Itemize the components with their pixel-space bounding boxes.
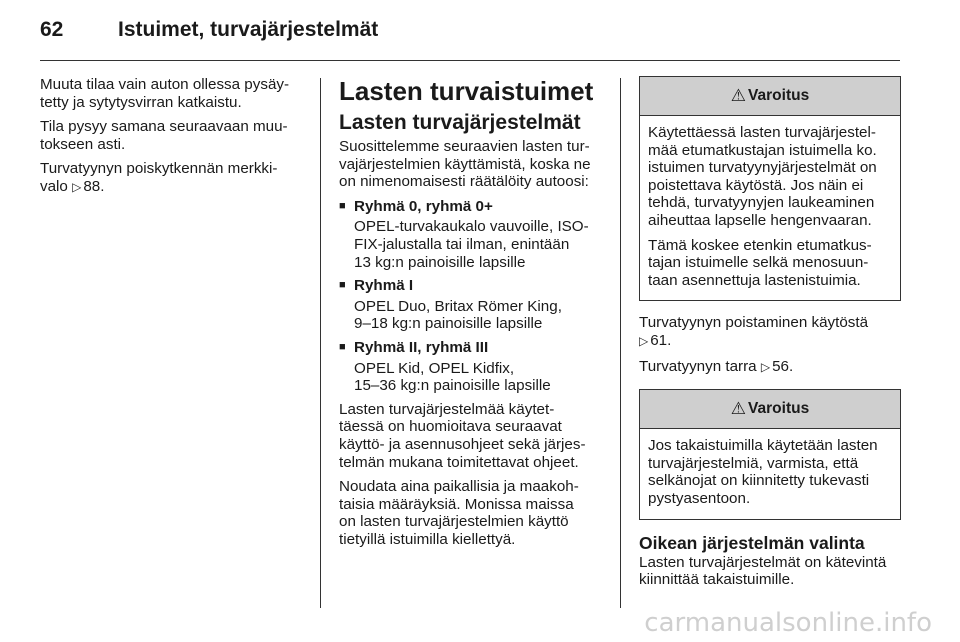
page-ref-88[interactable]: 88. bbox=[83, 177, 105, 195]
system-selection-heading: Oikean järjestelmän valinta bbox=[639, 532, 865, 553]
warning-text: Käytettäessä lasten turvajärjestel- mää etumatkustajan istuimella ko. istuimen turvatyynyjärjestelmät on poistettava käytöstä. Jos näin ei tehdä, turvatyynyjen laukeaminen aiheuttaa lapselle hengenvaaran. bbox=[648, 124, 877, 229]
header-divider bbox=[40, 60, 900, 61]
warning-triangle-icon: ⚠ bbox=[730, 399, 747, 419]
list-item bbox=[339, 277, 607, 333]
airbag-label-ref: Turvatyynyn tarra ▷ 56. bbox=[639, 357, 794, 375]
list-item bbox=[339, 339, 607, 395]
page-header bbox=[40, 18, 900, 48]
warning-title: Varoitus bbox=[748, 400, 810, 418]
group-title: Ryhmä I bbox=[354, 277, 414, 295]
column-3 bbox=[639, 76, 901, 596]
warning-header bbox=[640, 77, 900, 116]
warning-text: Tämä koskee etenkin etumatkus- tajan istuimelle selkä menosuun- taan asennettuja lastenistuimia. bbox=[648, 236, 872, 289]
page-ref-61[interactable]: 61. bbox=[650, 331, 672, 349]
warning-box bbox=[639, 76, 901, 301]
warning-body bbox=[640, 116, 900, 300]
list-item bbox=[339, 198, 607, 271]
chapter-title: Istuimet, turvajärjestelmät bbox=[118, 18, 379, 41]
group-desc: OPEL-turvakaukalo vauvoille, ISO- FIX-jalustalla tai ilman, enintään 13 kg:n painoisille lapsille bbox=[354, 218, 589, 271]
paragraph-mode-persist: Tila pysyy samana seuraavaan muu- tokseen asti. bbox=[40, 118, 288, 153]
group-desc: OPEL Kid, OPEL Kidfix, 15–36 kg:n painoisille lapsille bbox=[354, 359, 551, 395]
column-2 bbox=[339, 76, 607, 555]
intro-paragraph: Suosittelemme seuraavien lasten tur- vajärjestelmien käyttämistä, koska ne on nimenomaisesti räätälöity autoosi: bbox=[339, 138, 591, 191]
section-heading: Lasten turvaistuimet bbox=[339, 76, 594, 106]
warning-triangle-icon: ⚠ bbox=[730, 86, 747, 106]
warning-title: Varoitus bbox=[748, 87, 810, 105]
group-title: Ryhmä 0, ryhmä 0+ bbox=[354, 197, 493, 215]
bullet-icon: ■ bbox=[339, 199, 346, 212]
bullet-icon: ■ bbox=[339, 279, 346, 292]
group-list bbox=[339, 198, 607, 395]
regulations-paragraph: Noudata aina paikallisia ja maakoh- taisia määräyksiä. Monissa maissa on lasten turvajärjestelmien käyttö tietyillä istuimilla kiellettyä. bbox=[339, 478, 579, 548]
paragraph-change-mode: Muuta tilaa vain auton ollessa pysäy- tetty ja sytytysvirran katkaistu. bbox=[40, 76, 290, 111]
page-ref-arrow-icon: ▷ bbox=[639, 333, 649, 348]
page-ref-arrow-icon: ▷ bbox=[72, 179, 82, 194]
watermark: carmanualsonline.info bbox=[644, 608, 932, 638]
warning-header bbox=[640, 390, 900, 429]
group-title: Ryhmä II, ryhmä III bbox=[354, 338, 489, 356]
warning-body bbox=[640, 429, 900, 518]
column-divider-left bbox=[320, 78, 321, 608]
group-desc: OPEL Duo, Britax Römer King, 9–18 kg:n painoisille lapsille bbox=[354, 297, 562, 333]
indicator-text: Turvatyynyn poiskytkennän merkki- valo bbox=[40, 160, 278, 195]
page-number: 62 bbox=[40, 18, 64, 41]
column-1 bbox=[40, 76, 308, 204]
page-ref-arrow-icon: ▷ bbox=[760, 359, 771, 374]
airbag-deactivation-ref: Turvatyynyn poistaminen käytöstä ▷ 61. bbox=[639, 314, 869, 349]
subsection-heading: Lasten turvajärjestelmät bbox=[339, 111, 581, 134]
paragraph-indicator bbox=[40, 160, 308, 196]
column-divider-right bbox=[620, 78, 621, 608]
page-ref-56[interactable]: 56. bbox=[772, 357, 794, 375]
warning-text: Jos takaistuimilla käytetään lasten turvajärjestelmiä, varmista, että selkänojat on kiinnitetty tukevasti pystyasentoon. bbox=[648, 437, 878, 507]
warning-box bbox=[639, 389, 901, 519]
usage-paragraph: Lasten turvajärjestelmää käytet- täessä on huomioitava seuraavat käyttö- ja asennusohjeet sekä järjes- telmän mukana toimitettavat ohjeet. bbox=[339, 400, 586, 471]
system-selection-paragraph: Lasten turvajärjestelmät on kätevintä kiinnittää takaistuimille. bbox=[639, 553, 887, 589]
bullet-icon: ■ bbox=[339, 340, 346, 353]
